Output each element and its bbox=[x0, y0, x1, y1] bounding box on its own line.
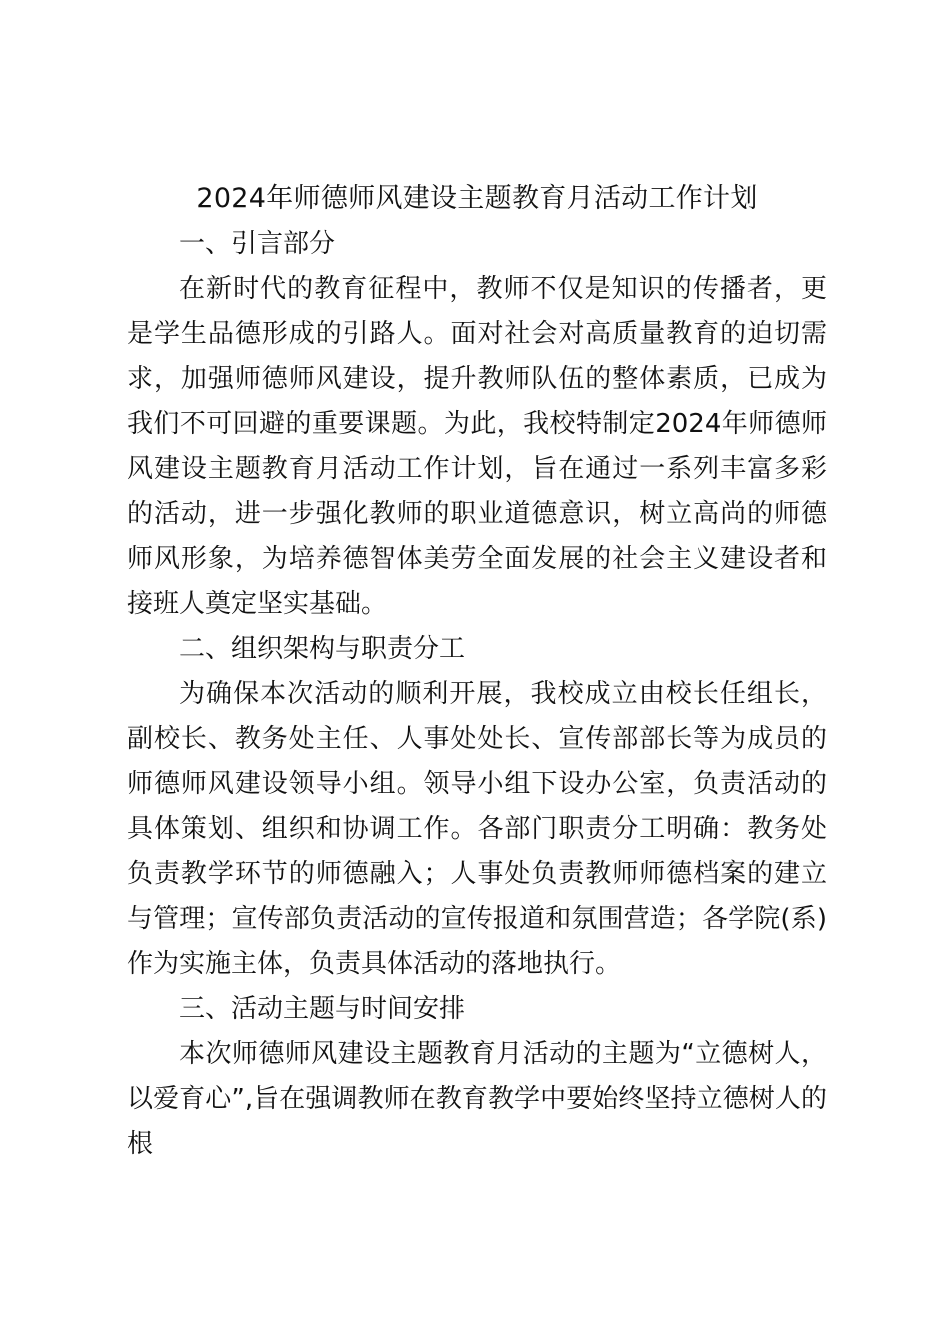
document-content bbox=[127, 176, 827, 1167]
section-heading-organization: 二、组织架构与职责分工 bbox=[179, 634, 466, 664]
section-body-intro: 在新时代的教育征程中，教师不仅是知识的传播者，更是学生品德形成的引路人。面对社会对高质量教育的迫切需求，加强师德师风建设，提升教师队伍的整体素质，已成为我们不可回避的重要课题。为此，我校特制定2024年师德师风建设主题教育月活动工作计划，旨在通过一系列丰富多彩的活动，进一步强化教师的职业道德意识，树立高尚的师德师风形象，为培养德智体美劳全面发展的社会主义建设者和接班人奠定坚实基础。 bbox=[127, 274, 827, 619]
section-heading-intro: 一、引言部分 bbox=[179, 229, 336, 259]
section-body-theme-schedule: 本次师德师风建设主题教育月活动的主题为“立德树人，以爱育心”,旨在强调教师在教育教学中要始终坚持立德树人的根 bbox=[127, 1039, 827, 1159]
document-title: 2024年师德师风建设主题教育月活动工作计划 bbox=[196, 183, 758, 214]
section-body-organization: 为确保本次活动的顺利开展，我校成立由校长任组长，副校长、教务处主任、人事处处长、宣传部部长等为成员的师德师风建设领导小组。领导小组下设办公室，负责活动的具体策划、组织和协调工作。各部门职责分工明确：教务处负责教学环节的师德融入；人事处负责教师师德档案的建立与管理；宣传部负责活动的宣传报道和氛围营造；各学院(系)作为实施主体，负责具体活动的落地执行。 bbox=[127, 679, 827, 979]
section-heading-theme-schedule: 三、活动主题与时间安排 bbox=[179, 994, 466, 1024]
